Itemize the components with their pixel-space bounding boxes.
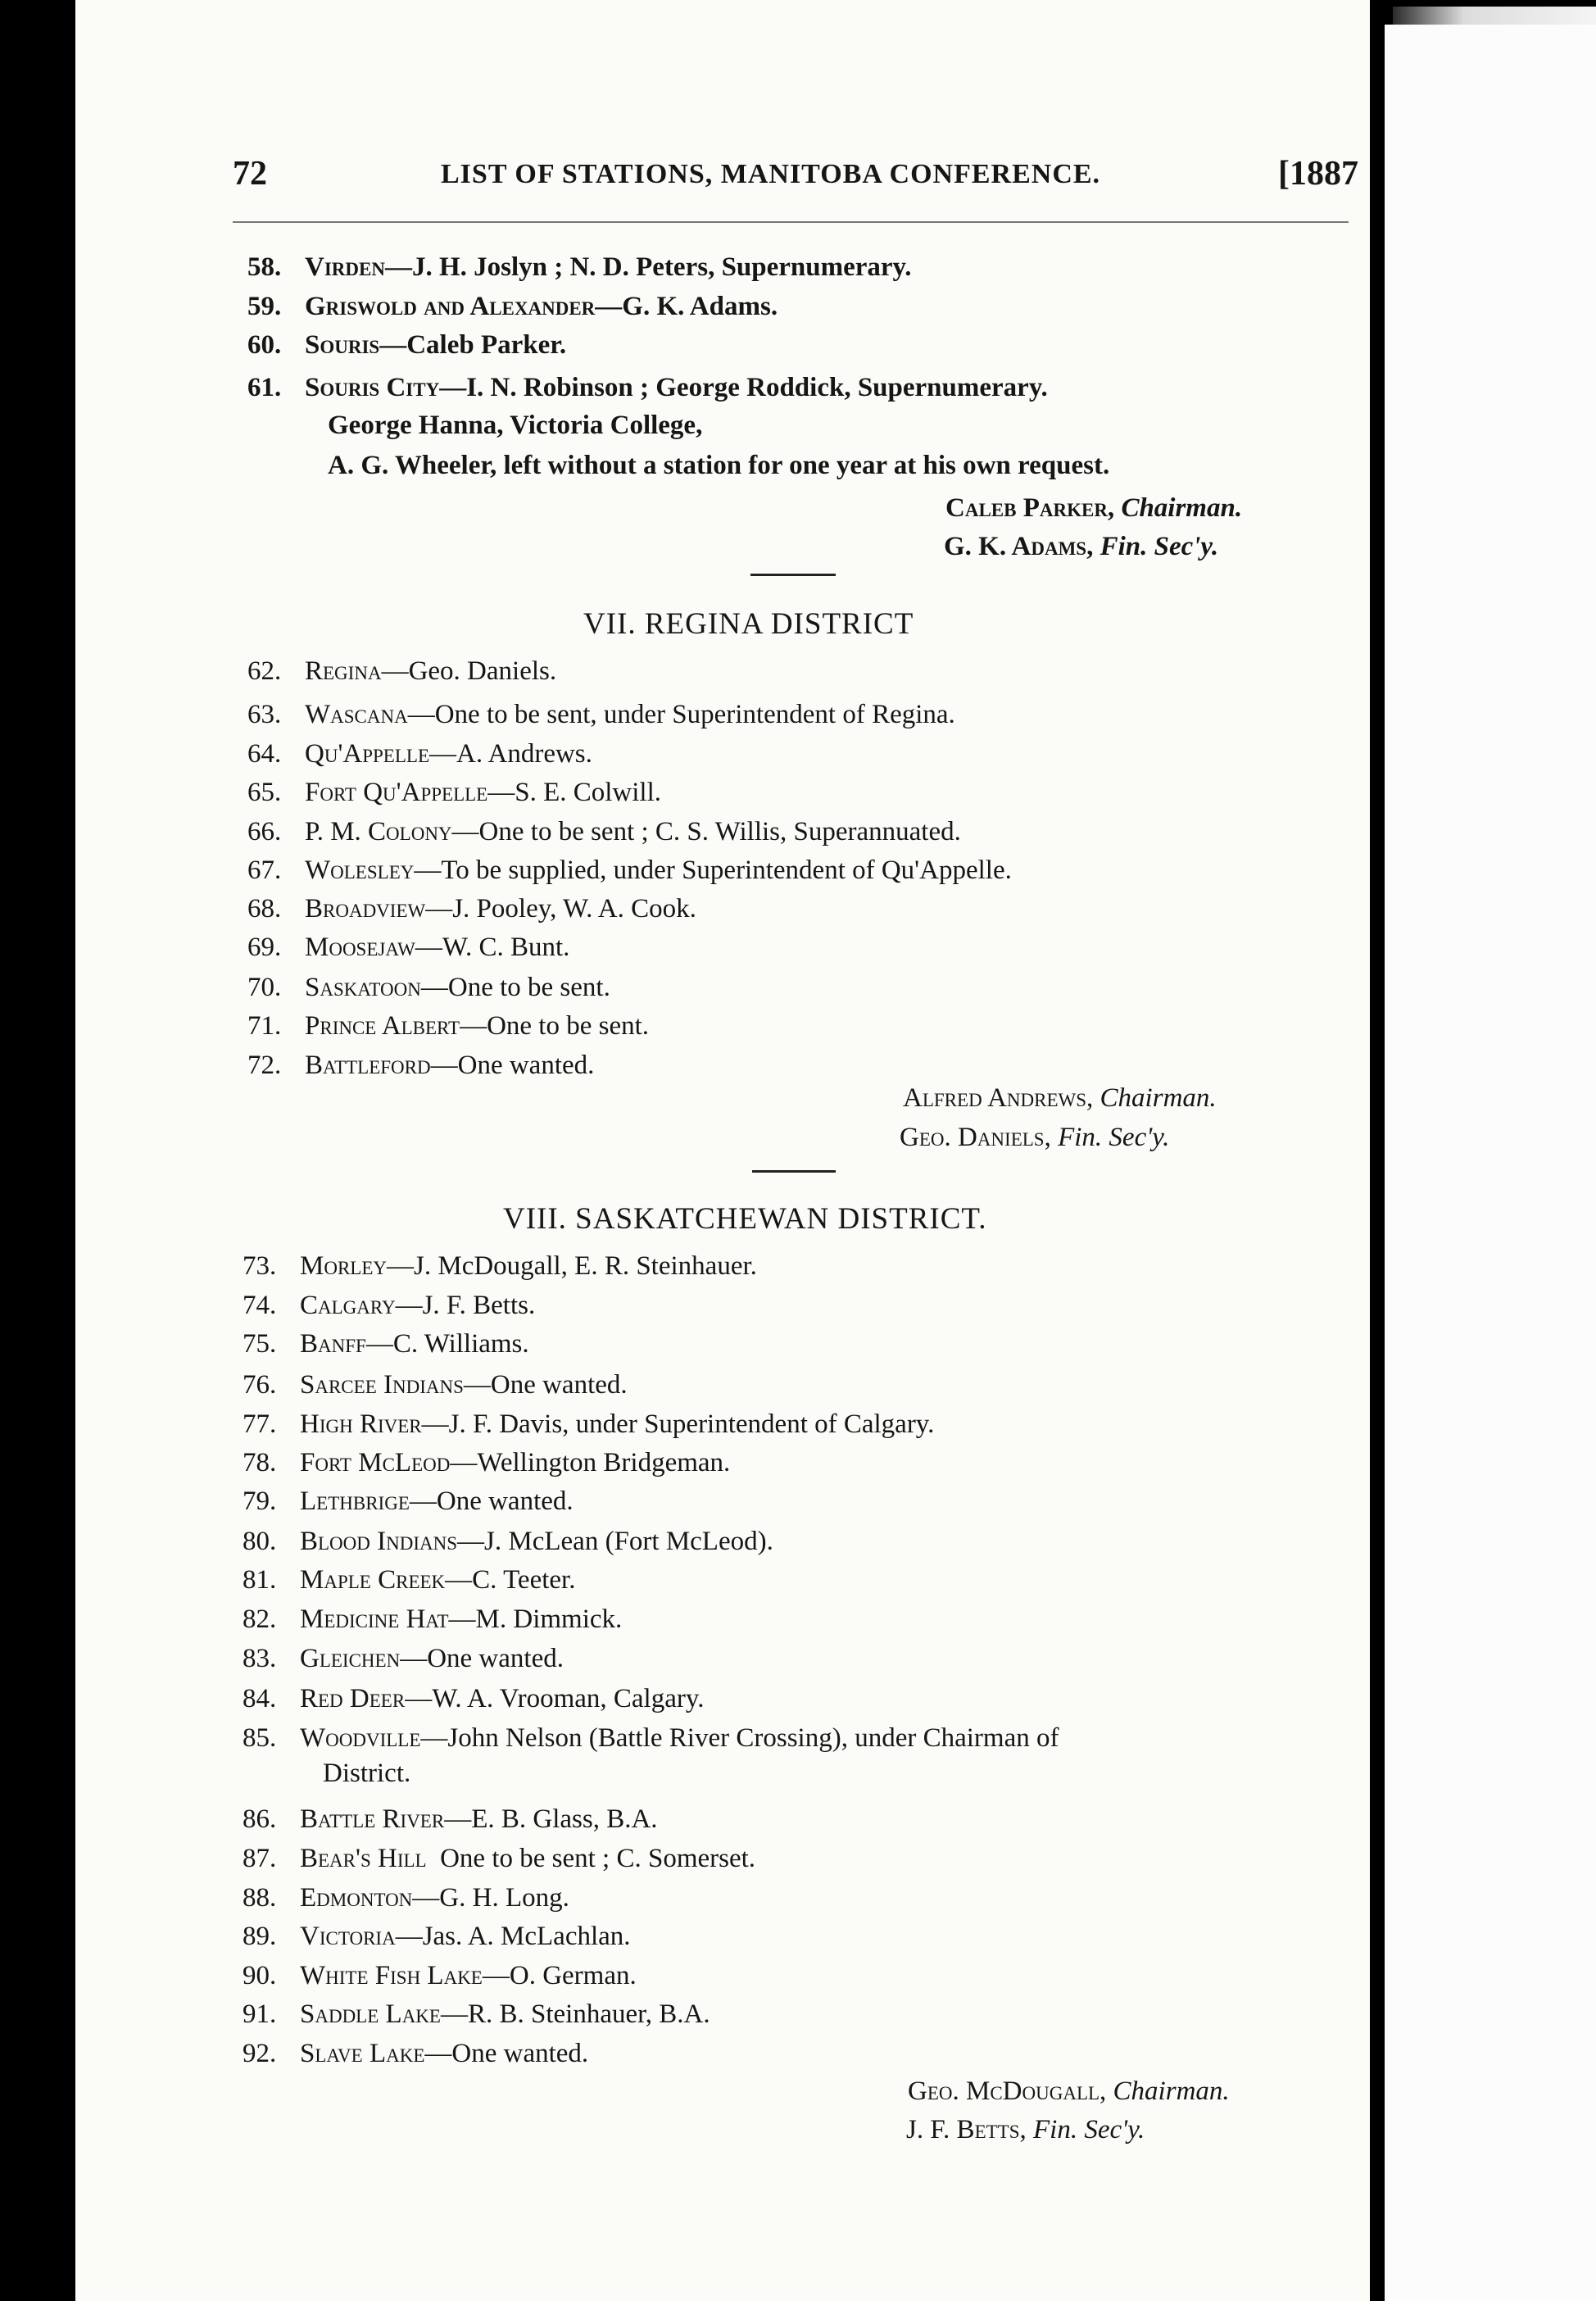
list-item: 80. Blood Indians—J. McLean (Fort McLeod).	[243, 1527, 773, 1556]
list-item: 64. Qu'Appelle—A. Andrews.	[247, 739, 592, 769]
list-item: 59. Griswold and Alexander—G. K. Adams.	[247, 292, 778, 321]
station-name: Victoria	[300, 1922, 396, 1951]
chairman-signature: Alfred Andrews, Chairman.	[903, 1083, 1217, 1113]
station-name: Griswold and Alexander	[305, 292, 596, 321]
list-item: 87. Bear's Hill One to be sent ; C. Somerset.	[243, 1844, 756, 1873]
station-name: Morley	[300, 1251, 388, 1281]
station-name: Regina	[305, 656, 382, 686]
station-name: Saddle Lake	[300, 1999, 441, 2029]
station-name: Bear's Hill	[300, 1844, 427, 1873]
list-item: 90. White Fish Lake—O. German.	[243, 1961, 637, 1990]
station-name: Qu'Appelle	[305, 739, 429, 769]
list-item: 84. Red Deer—W. A. Vrooman, Calgary.	[243, 1684, 705, 1713]
chairman-signature: Geo. McDougall, Chairman.	[908, 2076, 1230, 2106]
station-name: Broadview	[305, 894, 426, 924]
district-heading: VII. REGINA DISTRICT	[583, 607, 914, 641]
list-item: 86. Battle River—E. B. Glass, B.A.	[243, 1804, 658, 1834]
list-item: 91. Saddle Lake—R. B. Steinhauer, B.A.	[243, 1999, 710, 2029]
station-name: Wascana	[305, 700, 408, 729]
continuation-line: District.	[323, 1759, 411, 1788]
header-rule	[233, 221, 1349, 223]
secretary-signature: Geo. Daniels, Fin. Sec'y.	[900, 1123, 1170, 1152]
page-number: 72	[233, 155, 267, 193]
station-name: Medicine Hat	[300, 1604, 449, 1634]
list-item: 83. Gleichen—One wanted.	[243, 1644, 564, 1673]
station-name: Prince Albert	[305, 1011, 460, 1041]
station-name: Calgary	[300, 1291, 396, 1320]
note-line: George Hanna, Victoria College,	[328, 411, 703, 440]
list-item: 73. Morley—J. McDougall, E. R. Steinhauer.	[243, 1251, 757, 1281]
station-name: Blood Indians	[300, 1527, 458, 1556]
station-name: High River	[300, 1409, 422, 1439]
station-name: Woodville	[300, 1723, 421, 1753]
station-name: Virden	[305, 252, 385, 282]
station-name: Battle River	[300, 1804, 445, 1834]
section-divider	[750, 574, 836, 576]
station-name: Wolesley	[305, 856, 415, 885]
header-year: [1887	[1278, 155, 1358, 193]
running-title: LIST OF STATIONS, MANITOBA CONFERENCE.	[441, 159, 1101, 189]
station-name: Fort McLeod	[300, 1448, 451, 1477]
list-item: 75. Banff—C. Williams.	[243, 1329, 529, 1359]
list-item: 85. Woodville—John Nelson (Battle River Crossing), under Chairman of	[243, 1723, 1059, 1753]
station-name: Slave Lake	[300, 2039, 425, 2068]
list-item: 77. High River—J. F. Davis, under Superintendent of Calgary.	[243, 1409, 935, 1439]
station-name: Moosejaw	[305, 933, 415, 962]
station-name: Sarcee Indians	[300, 1370, 464, 1400]
station-name: Souris	[305, 330, 380, 360]
list-item: 60. Souris—Caleb Parker.	[247, 330, 567, 360]
list-item: 70. Saskatoon—One to be sent.	[247, 973, 610, 1002]
station-name: Lethbrige	[300, 1486, 410, 1516]
list-item: 68. Broadview—J. Pooley, W. A. Cook.	[247, 894, 696, 924]
station-name: Gleichen	[300, 1644, 401, 1673]
note-line: A. G. Wheeler, left without a station for one year at his own request.	[328, 451, 1110, 480]
station-name: Battleford	[305, 1051, 431, 1080]
list-item: 65. Fort Qu'Appelle—S. E. Colwill.	[247, 778, 662, 807]
list-item: 78. Fort McLeod—Wellington Bridgeman.	[243, 1448, 731, 1477]
station-name: Edmonton	[300, 1883, 413, 1913]
secretary-signature: J. F. Betts, Fin. Sec'y.	[906, 2115, 1145, 2144]
list-item: 66. P. M. Colony—One to be sent ; C. S. Willis, Superannuated.	[247, 817, 961, 846]
list-item: 79. Lethbrige—One wanted.	[243, 1486, 574, 1516]
list-item: 74. Calgary—J. F. Betts.	[243, 1291, 536, 1320]
page-header	[233, 154, 1358, 203]
adjacent-page	[1385, 25, 1596, 2301]
secretary-signature: G. K. Adams, Fin. Sec'y.	[944, 532, 1219, 561]
list-item: 61. Souris City—I. N. Robinson ; George Roddick, Supernumerary.	[247, 373, 1048, 402]
station-name: Saskatoon	[305, 973, 421, 1002]
list-item: 76. Sarcee Indians—One wanted.	[243, 1370, 628, 1400]
section-divider	[752, 1170, 836, 1173]
list-item: 62. Regina—Geo. Daniels.	[247, 656, 557, 686]
list-item: 72. Battleford—One wanted.	[247, 1051, 595, 1080]
list-item: 82. Medicine Hat—M. Dimmick.	[243, 1604, 623, 1634]
list-item: 92. Slave Lake—One wanted.	[243, 2039, 589, 2068]
list-item: 63. Wascana—One to be sent, under Superintendent of Regina.	[247, 700, 955, 729]
station-name: P. M. Colony	[305, 817, 452, 846]
district-heading: VIII. SASKATCHEWAN DISTRICT.	[503, 1202, 987, 1236]
list-item: 67. Wolesley—To be supplied, under Superintendent of Qu'Appelle.	[247, 856, 1012, 885]
station-name: White Fish Lake	[300, 1961, 483, 1990]
chairman-signature: Caleb Parker, Chairman.	[945, 493, 1243, 523]
list-item: 58. Virden—J. H. Joslyn ; N. D. Peters, Supernumerary.	[247, 252, 912, 282]
station-name: Souris City	[305, 373, 440, 402]
list-item: 89. Victoria—Jas. A. McLachlan.	[243, 1922, 631, 1951]
list-item: 69. Moosejaw—W. C. Bunt.	[247, 933, 570, 962]
list-item: 81. Maple Creek—C. Teeter.	[243, 1565, 576, 1595]
list-item: 88. Edmonton—G. H. Long.	[243, 1883, 569, 1913]
list-item: 71. Prince Albert—One to be sent.	[247, 1011, 650, 1041]
station-name: Banff	[300, 1329, 366, 1359]
station-name: Fort Qu'Appelle	[305, 778, 488, 807]
station-name: Red Deer	[300, 1684, 406, 1713]
station-name: Maple Creek	[300, 1565, 446, 1595]
